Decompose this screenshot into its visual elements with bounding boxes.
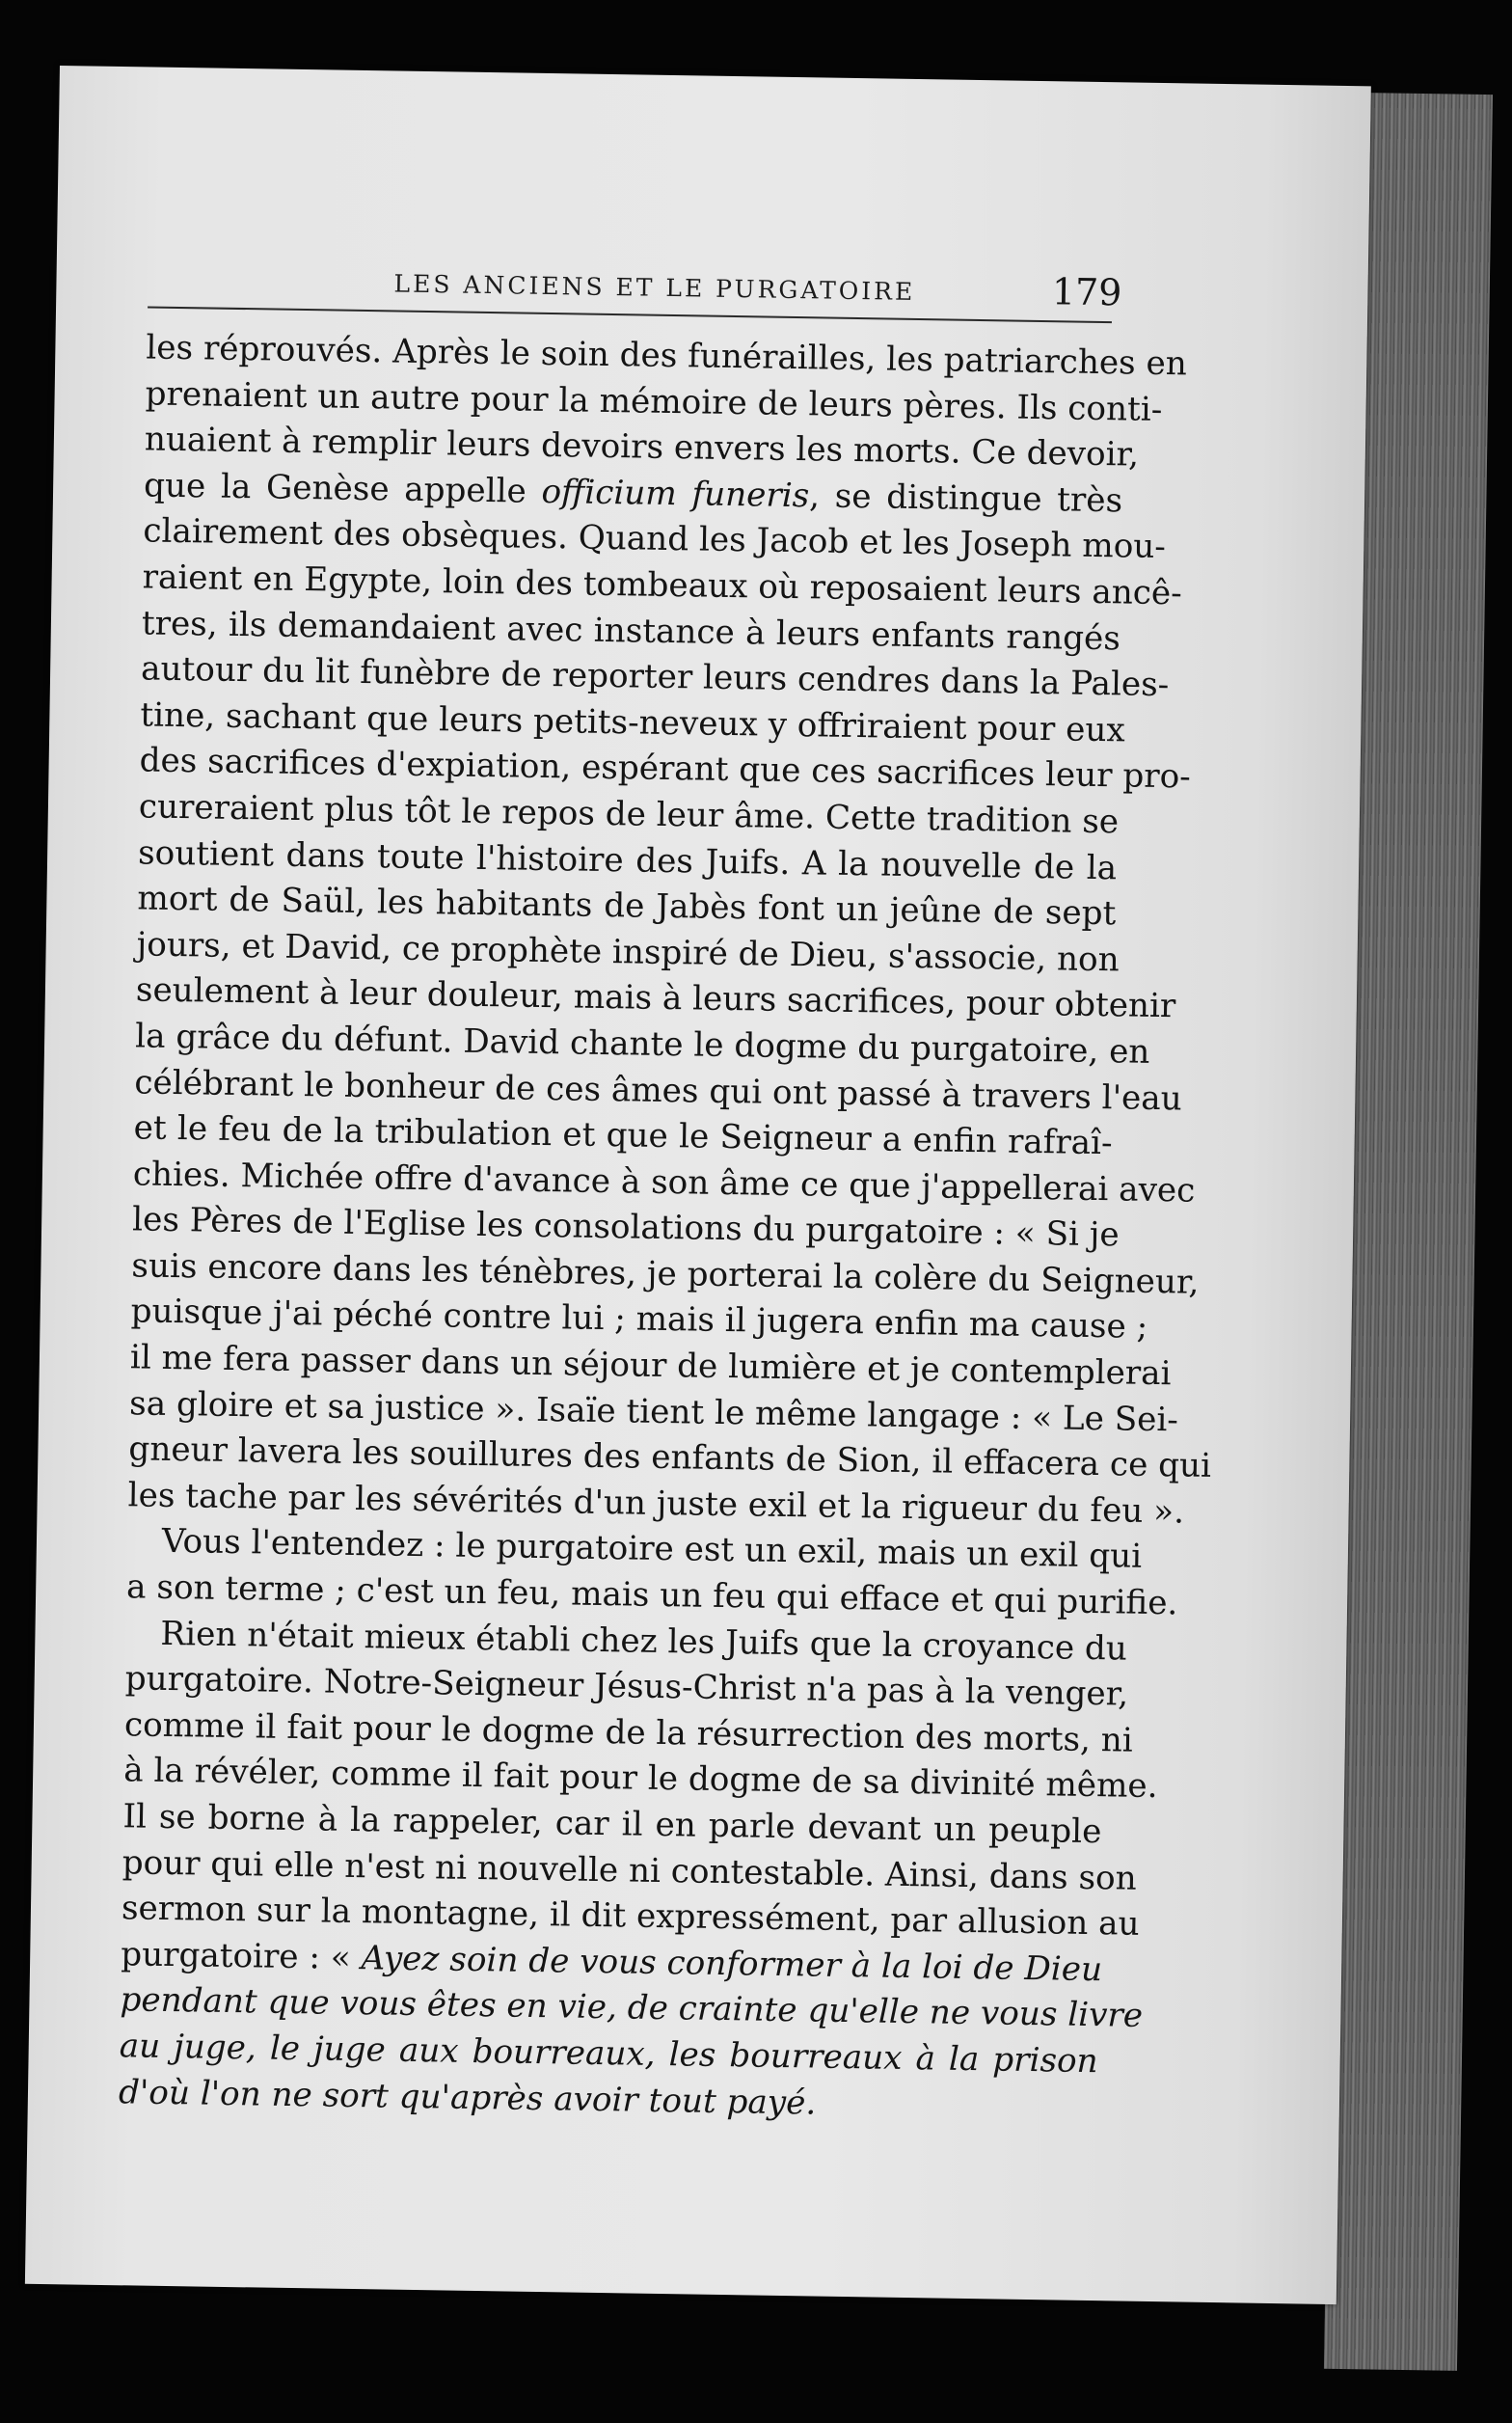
text-line: suis encore dans les ténèbres, je porterai la colère du Seigneur, <box>131 1246 1200 1302</box>
text-line: célébrant le bonheur de ces âmes qui ont passé à travers l'eau <box>134 1062 1182 1118</box>
running-title: LES ANCIENS ET LE PURGATOIRE <box>393 269 916 306</box>
page-header <box>148 259 1161 333</box>
text-line: il me fera passer dans un séjour de lumière et je contemplerai <box>129 1338 1172 1394</box>
italic-term: officium funeris <box>541 472 810 516</box>
text-line: jours, et David, ce prophète inspiré de Dieu, s'associe, non <box>136 925 1120 980</box>
text-line: chies. Michée offre d'avance à son âme ce que j'appellerai avec <box>132 1155 1196 1211</box>
text-line: les tache par les sévérités d'un juste exil et la rigueur du feu ». <box>127 1476 1185 1532</box>
text-line: nuaient à remplir leurs devoirs envers les morts. Ce devoir, <box>144 420 1140 475</box>
text-line: autour du lit funèbre de reporter leurs cendres dans la Pales- <box>140 649 1170 705</box>
text-line: les réprouvés. Après le soin des funérailles, les patriarches en <box>146 328 1188 384</box>
text-line: cureraient plus tôt le repos de leur âme. Cette tradition se <box>138 787 1120 842</box>
paragraph-1 <box>127 325 1212 1534</box>
text-line: pour qui elle n'est ni nouvelle ni contestable. Ainsi, dans son <box>122 1842 1137 1898</box>
text-line: raient en Egypte, loin des tombeaux où reposaient leurs ancê- <box>142 558 1183 613</box>
quote-text: Ayez soin de vous conformer à la loi de Dieu <box>361 1938 1103 1990</box>
text-line: prenaient un autre pour la mémoire de leurs pères. Ils conti- <box>145 374 1163 429</box>
text-line: sa gloire et sa justice ». Isaïe tient le même langage : « Le Sei- <box>128 1383 1179 1440</box>
book-page <box>25 66 1371 2304</box>
header-rule <box>148 306 1112 323</box>
paragraph-2 <box>125 1519 1178 1626</box>
text-line: mort de Saül, les habitants de Jabès font un jeûne de sept <box>137 879 1117 934</box>
text-line: que la Genèse appelle officium funeris, se distingue très <box>143 466 1123 521</box>
paragraph-3 <box>118 1611 1158 2131</box>
page-number: 179 <box>1051 270 1122 314</box>
quote-text: d'où l'on ne sort qu'après avoir tout payé. <box>118 2072 817 2123</box>
text-line: les Pères de l'Eglise les consolations du purgatoire : « Si je <box>131 1200 1120 1255</box>
body-text <box>118 325 1212 2131</box>
text-line: à la révéler, comme il fait pour le dogme de sa divinité même. <box>122 1751 1158 1807</box>
quote-intro: purgatoire : « <box>120 1935 362 1977</box>
text-line: gneur lavera les souillures des enfants de Sion, il effacera ce qui <box>128 1429 1212 1486</box>
text-line: Rien n'était mieux établi chez les Juifs que la croyance du <box>160 1614 1128 1669</box>
text-line: la grâce du défunt. David chante le dogme du purgatoire, en <box>134 1017 1150 1072</box>
text-line: soutient dans toute l'histoire des Juifs. A la nouvelle de la <box>137 832 1118 887</box>
text-line: tine, sachant que leurs petits-neveux y offriraient pour eux <box>140 695 1125 750</box>
quote-text: pendant que vous êtes en vie, de crainte qu'elle ne vous livre <box>120 1980 1144 2036</box>
text-line: comme il fait pour le dogme de la résurrection des morts, ni <box>123 1705 1134 1760</box>
quote-text: au juge, le juge aux bourreaux, les bourreaux à la prison <box>119 2027 1098 2082</box>
text-line: des sacrifices d'expiation, espérant que ces sacrifices leur pro- <box>139 741 1192 797</box>
text-line: clairement des obsèques. Quand les Jacob et les Joseph mou- <box>143 511 1167 567</box>
text-line: et le feu de la tribulation et que le Seigneur a enfin rafraî- <box>133 1108 1113 1163</box>
text-line: tres, ils demandaient avec instance à leurs enfants rangés <box>141 603 1121 658</box>
text-line: a son terme ; c'est un feu, mais un feu qui efface et qui purifie. <box>125 1567 1178 1623</box>
text-line: Vous l'entendez : le purgatoire est un exil, mais un exil qui <box>161 1522 1143 1577</box>
text-line: puisque j'ai péché contre lui ; mais il jugera enfin ma cause ; <box>130 1292 1148 1348</box>
text-line: purgatoire. Notre-Seigneur Jésus-Christ n'a pas à la venger, <box>124 1659 1129 1714</box>
text-line: Il se borne à la rappeler, car il en parle devant un peuple <box>122 1797 1102 1852</box>
text-line: seulement à leur douleur, mais à leurs sacrifices, pour obtenir <box>135 970 1176 1026</box>
text-line: sermon sur la montagne, il dit expressément, par allusion au <box>121 1889 1140 1945</box>
